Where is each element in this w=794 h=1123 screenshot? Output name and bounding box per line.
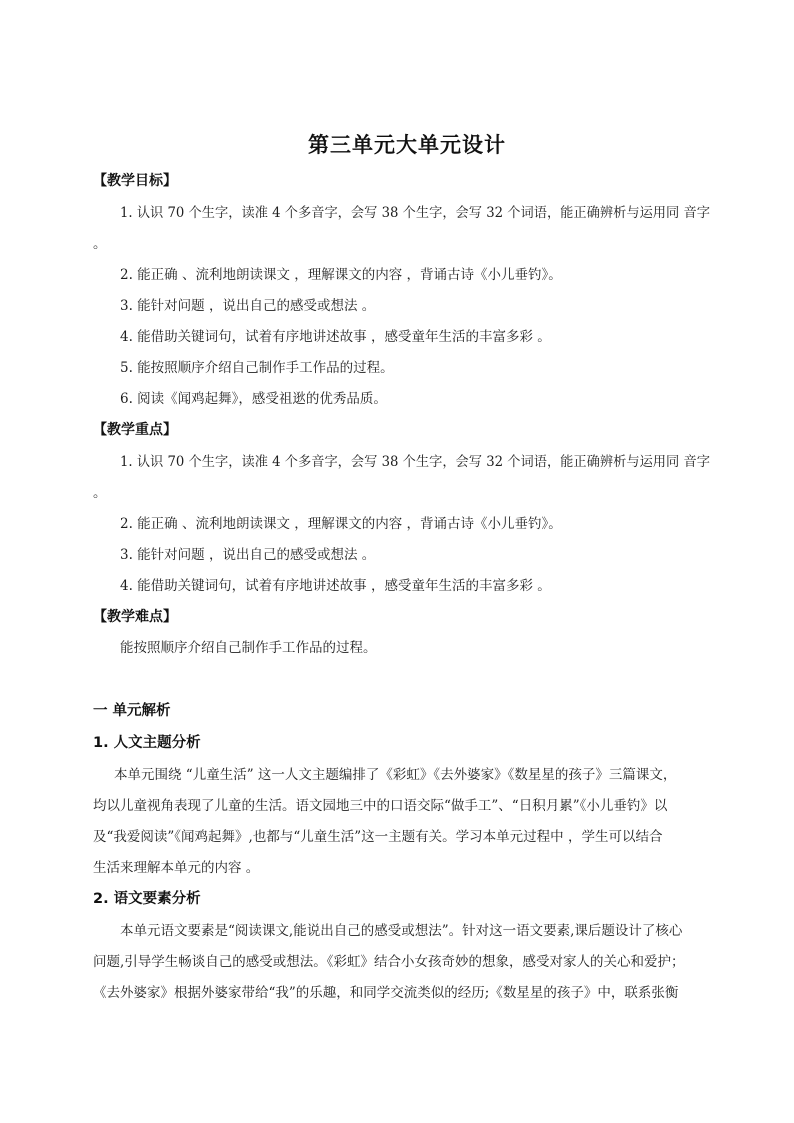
page-title: 第三单元大单元设计 bbox=[308, 133, 506, 157]
objectives-item-2: 2. 能正确 、流利地朗读课文 ，理解课文的内容 ，背诵古诗《小儿垂钓》。 bbox=[120, 267, 562, 283]
key-points-item-4: 4. 能借助关键词句，试着有序地讲述故事 ，感受童年生活的丰富多彩 。 bbox=[120, 578, 551, 594]
key-points-item-2: 2. 能正确 、流利地朗读课文 ，理解课文的内容 ，背诵古诗《小儿垂钓》。 bbox=[120, 516, 562, 532]
key-points-item-1-line-2: 。 bbox=[93, 485, 107, 501]
language-elements-heading: 2. 语文要素分析 bbox=[93, 891, 201, 907]
language-elements-line-2: 问题,引导学生畅谈自己的感受或想法。《彩虹》结合小女孩奇妙的想象，感受对家人的关心和爱护； bbox=[93, 954, 685, 970]
objectives-item-1-line-1: 1. 认识 70 个生字，读准 4 个多音字，会写 38 个生字，会写 32 个词语，能正确辨析与运用同 音字 bbox=[120, 205, 710, 221]
theme-analysis-line-2: 均以儿童视角表现了儿童的生活。语文园地三中的口语交际“做手工”、“日积月累”《小儿垂钓》以 bbox=[93, 798, 668, 814]
objectives-item-6: 6. 阅读《闻鸡起舞》，感受祖逖的优秀品质。 bbox=[120, 391, 387, 407]
theme-analysis-line-4: 生活来理解本单元的内容 。 bbox=[93, 860, 260, 876]
objectives-item-4: 4. 能借助关键词句，试着有序地讲述故事 ，感受童年生活的丰富多彩 。 bbox=[120, 329, 551, 345]
theme-analysis-line-1: 本单元围绕 “儿童生活” 这一人文主题编排了《彩虹》《去外婆家》《数星星的孩子》三篇课文， bbox=[114, 767, 677, 783]
objectives-item-1-line-2: 。 bbox=[93, 236, 107, 252]
key-points-item-3: 3. 能针对问题 ，说出自己的感受或想法 。 bbox=[120, 547, 376, 563]
theme-analysis-heading: 1. 人文主题分析 bbox=[93, 735, 201, 751]
objectives-heading: 【教学目标】 bbox=[93, 173, 177, 189]
objectives-item-3: 3. 能针对问题 ，说出自己的感受或想法 。 bbox=[120, 298, 376, 314]
language-elements-line-1: 本单元语文要素是“阅读课文,能说出自己的感受或想法”。针对这一语文要素,课后题设计了核心 bbox=[120, 923, 683, 939]
analysis-heading: 一 单元解析 bbox=[93, 703, 171, 719]
difficulties-item-1: 能按照顺序介绍自己制作手工作品的过程。 bbox=[120, 640, 377, 656]
language-elements-line-3: 《去外婆家》根据外婆家带给“我”的乐趣，和同学交流类似的经历;《数星星的孩子》中，联系张衡 bbox=[93, 985, 679, 1001]
key-points-heading: 【教学重点】 bbox=[93, 422, 177, 438]
difficulties-heading: 【教学难点】 bbox=[93, 609, 177, 625]
objectives-item-5: 5. 能按照顺序介绍自己制作手工作品的过程。 bbox=[120, 360, 394, 376]
theme-analysis-line-3: 及“我爱阅读”《闻鸡起舞》,也都与“儿童生活”这一主题有关。学习本单元过程中 ，学生可以结合 bbox=[93, 829, 663, 845]
key-points-item-1-line-1: 1. 认识 70 个生字，读准 4 个多音字，会写 38 个生字，会写 32 个词语，能正确辨析与运用同 音字 bbox=[120, 454, 710, 470]
